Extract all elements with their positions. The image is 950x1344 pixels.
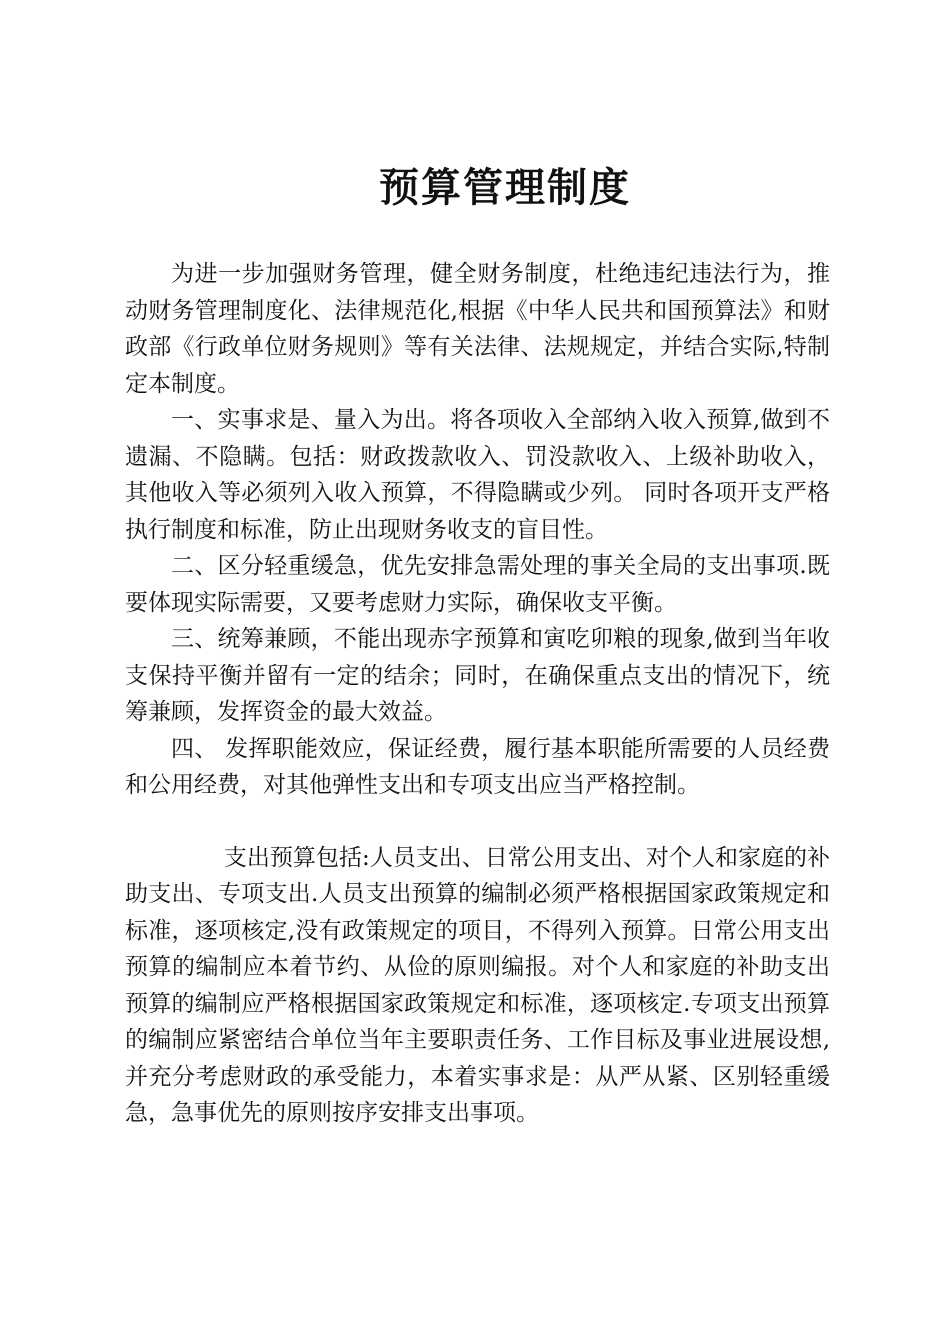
document-body [125, 256, 830, 1132]
paragraph-expenditure-budget: 支出预算包括:人员支出、日常公用支出、对个人和家庭的补助支出、专项支出.人员支出预算的编制必须严格根据国家政策规定和标准，逐项核定,没有政策规定的项目，不得列入预算。日常公用支出预算的编制应本着节约、从俭的原则编报。对个人和家庭的补助支出预算的编制应严格根据国家政策规定和标准，逐项核定.专项支出预算的编制应紧密结合单位当年主要职责任务、工作目标及事业进展设想,并充分考虑财政的承受能力，本着实事求是：从严从紧、区别轻重缓急，急事优先的原则按序安排支出事项。 [125, 844, 830, 1126]
paragraph-item-4: 四、 发挥职能效应，保证经费，履行基本职能所需要的人员经费和公用经费，对其他弹性支出和专项支出应当严格控制。 [125, 735, 830, 798]
paragraph-item-3: 三、统筹兼顾，不能出现赤字预算和寅吃卯粮的现象,做到当年收支保持平衡并留有一定的结余；同时，在确保重点支出的情况下，统筹兼顾，发挥资金的最大效益。 [125, 626, 830, 725]
paragraph-item-2: 二、区分轻重缓急，优先安排急需处理的事关全局的支出事项.既要体现实际需要，又要考虑财力实际，确保收支平衡。 [125, 553, 830, 616]
paragraph-intro: 为进一步加强财务管理，健全财务制度，杜绝违纪违法行为，推动财务管理制度化、法律规范化,根据《中华人民共和国预算法》和财政部《行政单位财务规则》等有关法律、法规规定，并结合实际,特制定本制度。 [125, 261, 830, 397]
paragraph-item-1: 一、实事求是、量入为出。将各项收入全部纳入收入预算,做到不遗漏、不隐瞒。包括：财政拨款收入、罚没款收入、上级补助收入，其他收入等必须列入收入预算，不得隐瞒或少列。 同时各项开支严格执行制度和标准，防止出现财务收支的盲目性。 [125, 407, 830, 543]
document-title: 预算管理制度 [379, 164, 631, 211]
